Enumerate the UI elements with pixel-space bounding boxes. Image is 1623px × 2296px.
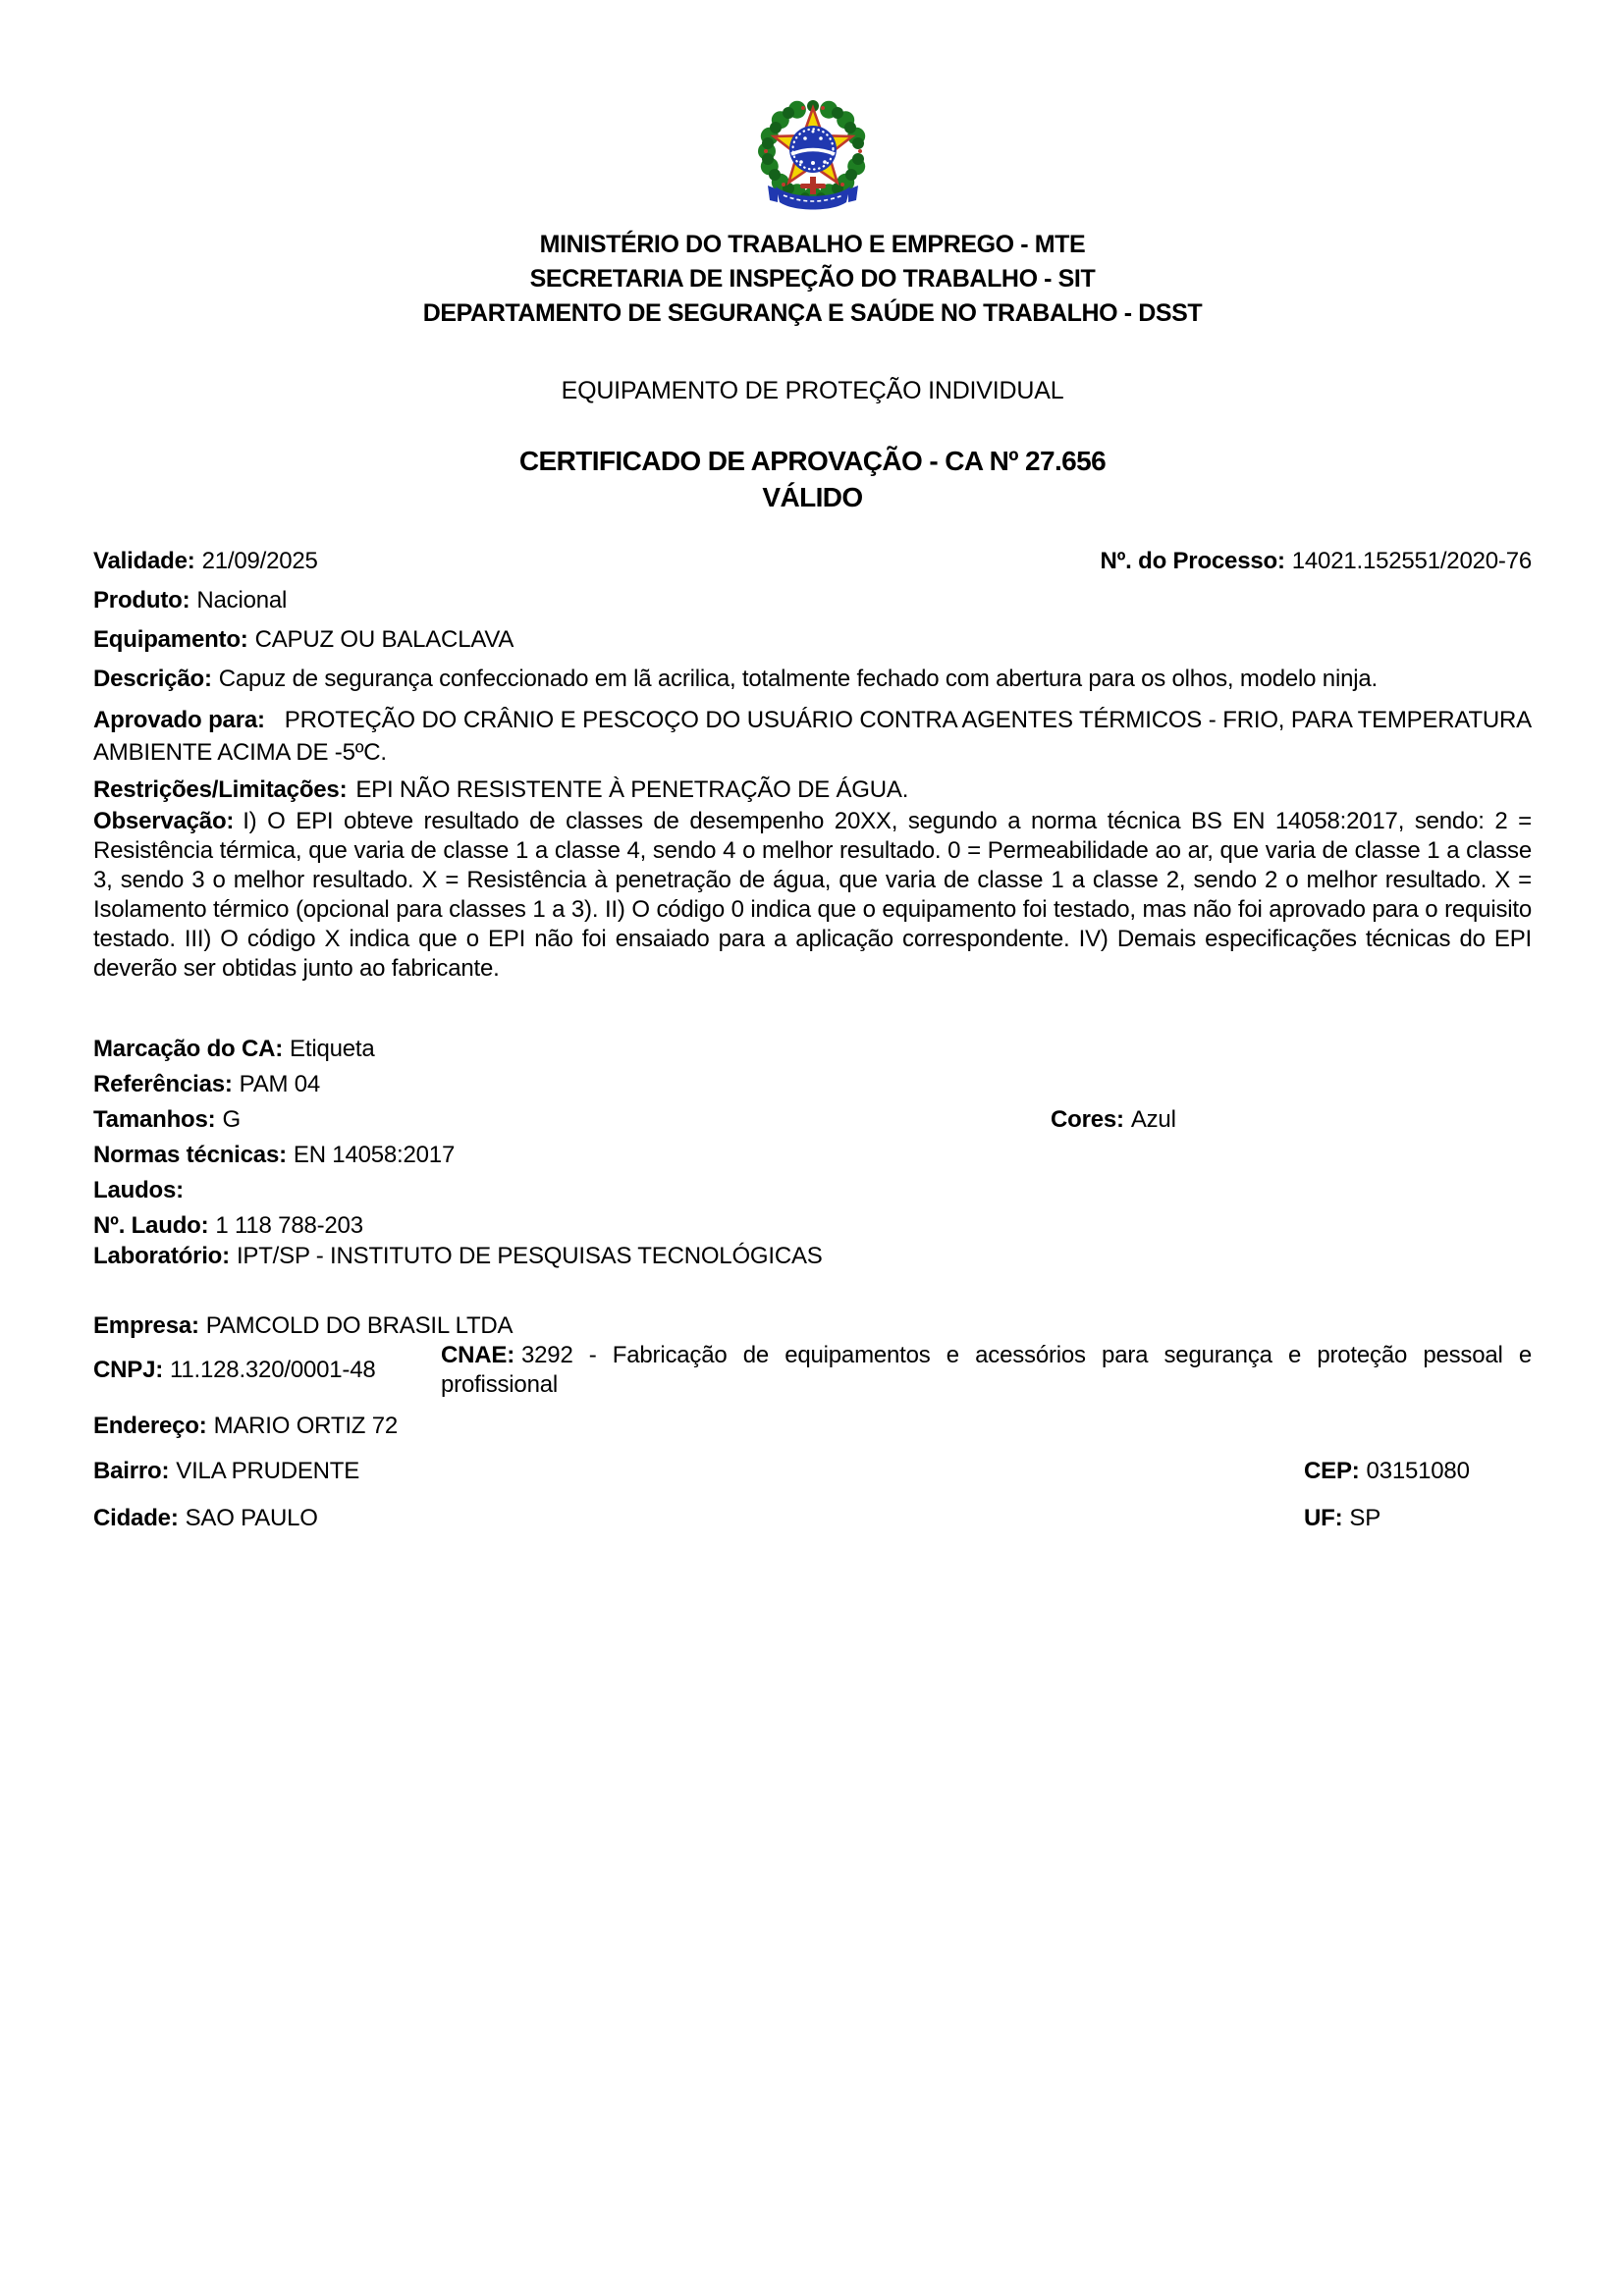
field-descricao-value: Capuz de segurança confeccionado em lã acrilica, totalmente fechado com abertura para os olhos, modelo ninja. bbox=[218, 666, 1378, 692]
observacao-value: I) O EPI obteve resultado de classes de desempenho 20XX, segundo a norma técnica BS EN 14058:2017, sendo: 2 = Resistência térmica, que varia de classe 1 a classe 4, sendo 4 o melhor resultado. 0 = Permeabilidade ao ar, que varia de classe 1 a classe 3, sendo 3 o melhor resultado. X = Resistência à penetração de água, que varia de classe 1 a classe 2, sendo 2 o melhor resultado. X = Isolamento térmico (opcional para classes 1 a 3). II) O código 0 indica que o equipamento foi testado, mas não foi aprovado para o requisito testado. III) O código X indica que o EPI não foi ensaiado para a aplicação correspondente. IV) Demais especificações técnicas do EPI deverão ser obtidas junto ao fabricante. bbox=[93, 808, 1532, 982]
aprovado-para-label: Aprovado para: bbox=[93, 707, 265, 733]
org-line-1: MINISTÉRIO DO TRABALHO E EMPREGO - MTE bbox=[539, 231, 1086, 258]
field-empresa-row bbox=[93, 1311, 1532, 1341]
field-cnpj-label: CNPJ: bbox=[93, 1357, 164, 1383]
restricoes-label: Restrições/Limitações: bbox=[93, 776, 348, 803]
restricoes-paragraph bbox=[93, 775, 1532, 805]
field-bairro-label: Bairro: bbox=[93, 1458, 170, 1484]
field-tamanhos-label: Tamanhos: bbox=[93, 1106, 216, 1133]
field-laboratorio-value: IPT/SP - INSTITUTO DE PESQUISAS TECNOLÓGICAS bbox=[236, 1243, 823, 1269]
field-cep-value: 03151080 bbox=[1366, 1458, 1470, 1484]
field-endereco-row bbox=[93, 1412, 1532, 1441]
observacao-paragraph bbox=[93, 807, 1532, 984]
field-referencias-label: Referências: bbox=[93, 1071, 233, 1097]
field-n-laudo-value: 1 118 788-203 bbox=[215, 1212, 363, 1239]
field-marcacao-label: Marcação do CA: bbox=[93, 1036, 284, 1062]
field-cep-label: CEP: bbox=[1304, 1458, 1360, 1484]
field-produto-row bbox=[93, 586, 1532, 614]
field-endereco-value: MARIO ORTIZ 72 bbox=[213, 1413, 399, 1439]
field-processo-label: Nº. do Processo: bbox=[1100, 548, 1285, 574]
field-n-laudo-row bbox=[93, 1211, 1532, 1240]
status-valid: VÁLIDO bbox=[762, 482, 863, 512]
company-section bbox=[93, 1311, 1532, 1533]
field-laboratorio-row bbox=[93, 1242, 1532, 1270]
field-laboratorio-label: Laboratório: bbox=[93, 1243, 230, 1269]
field-n-laudo-label: Nº. Laudo: bbox=[93, 1212, 209, 1239]
field-cep bbox=[1304, 1457, 1470, 1486]
field-descricao-row bbox=[93, 665, 1532, 693]
org-header bbox=[93, 228, 1532, 331]
field-uf-label: UF: bbox=[1304, 1505, 1343, 1531]
field-normas-label: Normas técnicas: bbox=[93, 1142, 287, 1168]
field-produto-value: Nacional bbox=[196, 587, 288, 614]
certificate-title-block bbox=[93, 443, 1532, 515]
field-referencias-row bbox=[93, 1070, 1532, 1098]
summary-section bbox=[93, 547, 1532, 984]
field-marcacao-row bbox=[93, 1035, 1532, 1063]
field-cidade-label: Cidade: bbox=[93, 1505, 179, 1531]
field-laudos-row bbox=[93, 1176, 1532, 1204]
field-laudos-label: Laudos: bbox=[93, 1177, 184, 1203]
field-empresa-value: PAMCOLD DO BRASIL LTDA bbox=[205, 1312, 514, 1339]
field-produto-label: Produto: bbox=[93, 587, 190, 614]
field-equipamento-row bbox=[93, 625, 1532, 654]
field-empresa-label: Empresa: bbox=[93, 1312, 199, 1339]
field-processo-value: 14021.152551/2020-76 bbox=[1291, 548, 1532, 574]
field-endereco-label: Endereço: bbox=[93, 1413, 207, 1439]
aprovado-para-paragraph bbox=[93, 704, 1532, 769]
field-tamanhos-row bbox=[93, 1105, 1532, 1134]
field-uf bbox=[1304, 1504, 1380, 1533]
field-bairro-value: VILA PRUDENTE bbox=[176, 1458, 360, 1484]
field-uf-value: SP bbox=[1349, 1505, 1381, 1531]
details-section bbox=[93, 1035, 1532, 1270]
field-cnpj-value: 11.128.320/0001-48 bbox=[170, 1357, 376, 1383]
field-cores bbox=[1051, 1105, 1176, 1134]
field-bairro-row bbox=[93, 1457, 1532, 1486]
brazil-coat-of-arms-icon bbox=[744, 92, 882, 222]
field-referencias-value: PAM 04 bbox=[239, 1071, 321, 1097]
certificate-title: CERTIFICADO DE APROVAÇÃO - CA Nº 27.656 bbox=[518, 446, 1107, 476]
field-equipamento-label: Equipamento: bbox=[93, 626, 248, 653]
field-validade-label: Validade: bbox=[93, 548, 195, 574]
field-cnae bbox=[441, 1341, 1532, 1400]
field-normas-value: EN 14058:2017 bbox=[293, 1142, 456, 1168]
org-line-3: DEPARTAMENTO DE SEGURANÇA E SAÚDE NO TRABALHO - DSST bbox=[422, 299, 1203, 327]
field-cnae-value: 3292 - Fabricação de equipamentos e acessórios para segurança e proteção pessoal e profissional bbox=[441, 1342, 1532, 1398]
field-marcacao-value: Etiqueta bbox=[290, 1036, 375, 1062]
aprovado-para-value: PROTEÇÃO DO CRÂNIO E PESCOÇO DO USUÁRIO CONTRA AGENTES TÉRMICOS - FRIO, PARA TEMPERATURA AMBIENTE ACIMA DE -5ºC. bbox=[93, 707, 1532, 766]
field-normas-row bbox=[93, 1141, 1532, 1169]
field-cores-label: Cores: bbox=[1051, 1106, 1124, 1133]
field-validade-row bbox=[93, 547, 1532, 575]
org-line-2: SECRETARIA DE INSPEÇÃO DO TRABALHO - SIT bbox=[529, 265, 1096, 293]
field-descricao-label: Descrição: bbox=[93, 666, 212, 692]
field-cidade-value: SAO PAULO bbox=[185, 1505, 318, 1531]
field-processo bbox=[1100, 547, 1532, 575]
observacao-label: Observação: bbox=[93, 808, 235, 834]
field-cnpj-cnae-row bbox=[93, 1341, 1532, 1400]
field-cnpj bbox=[93, 1356, 441, 1385]
field-equipamento-value: CAPUZ OU BALACLAVA bbox=[254, 626, 514, 653]
field-cidade-row bbox=[93, 1504, 1532, 1533]
field-cnae-label: CNAE: bbox=[441, 1342, 514, 1368]
field-validade-value: 21/09/2025 bbox=[201, 548, 318, 574]
restricoes-value: EPI NÃO RESISTENTE À PENETRAÇÃO DE ÁGUA. bbox=[355, 776, 909, 803]
field-tamanhos-value: G bbox=[222, 1106, 241, 1133]
field-cores-value: Azul bbox=[1130, 1106, 1176, 1133]
document-type: EQUIPAMENTO DE PROTEÇÃO INDIVIDUAL bbox=[561, 377, 1064, 404]
